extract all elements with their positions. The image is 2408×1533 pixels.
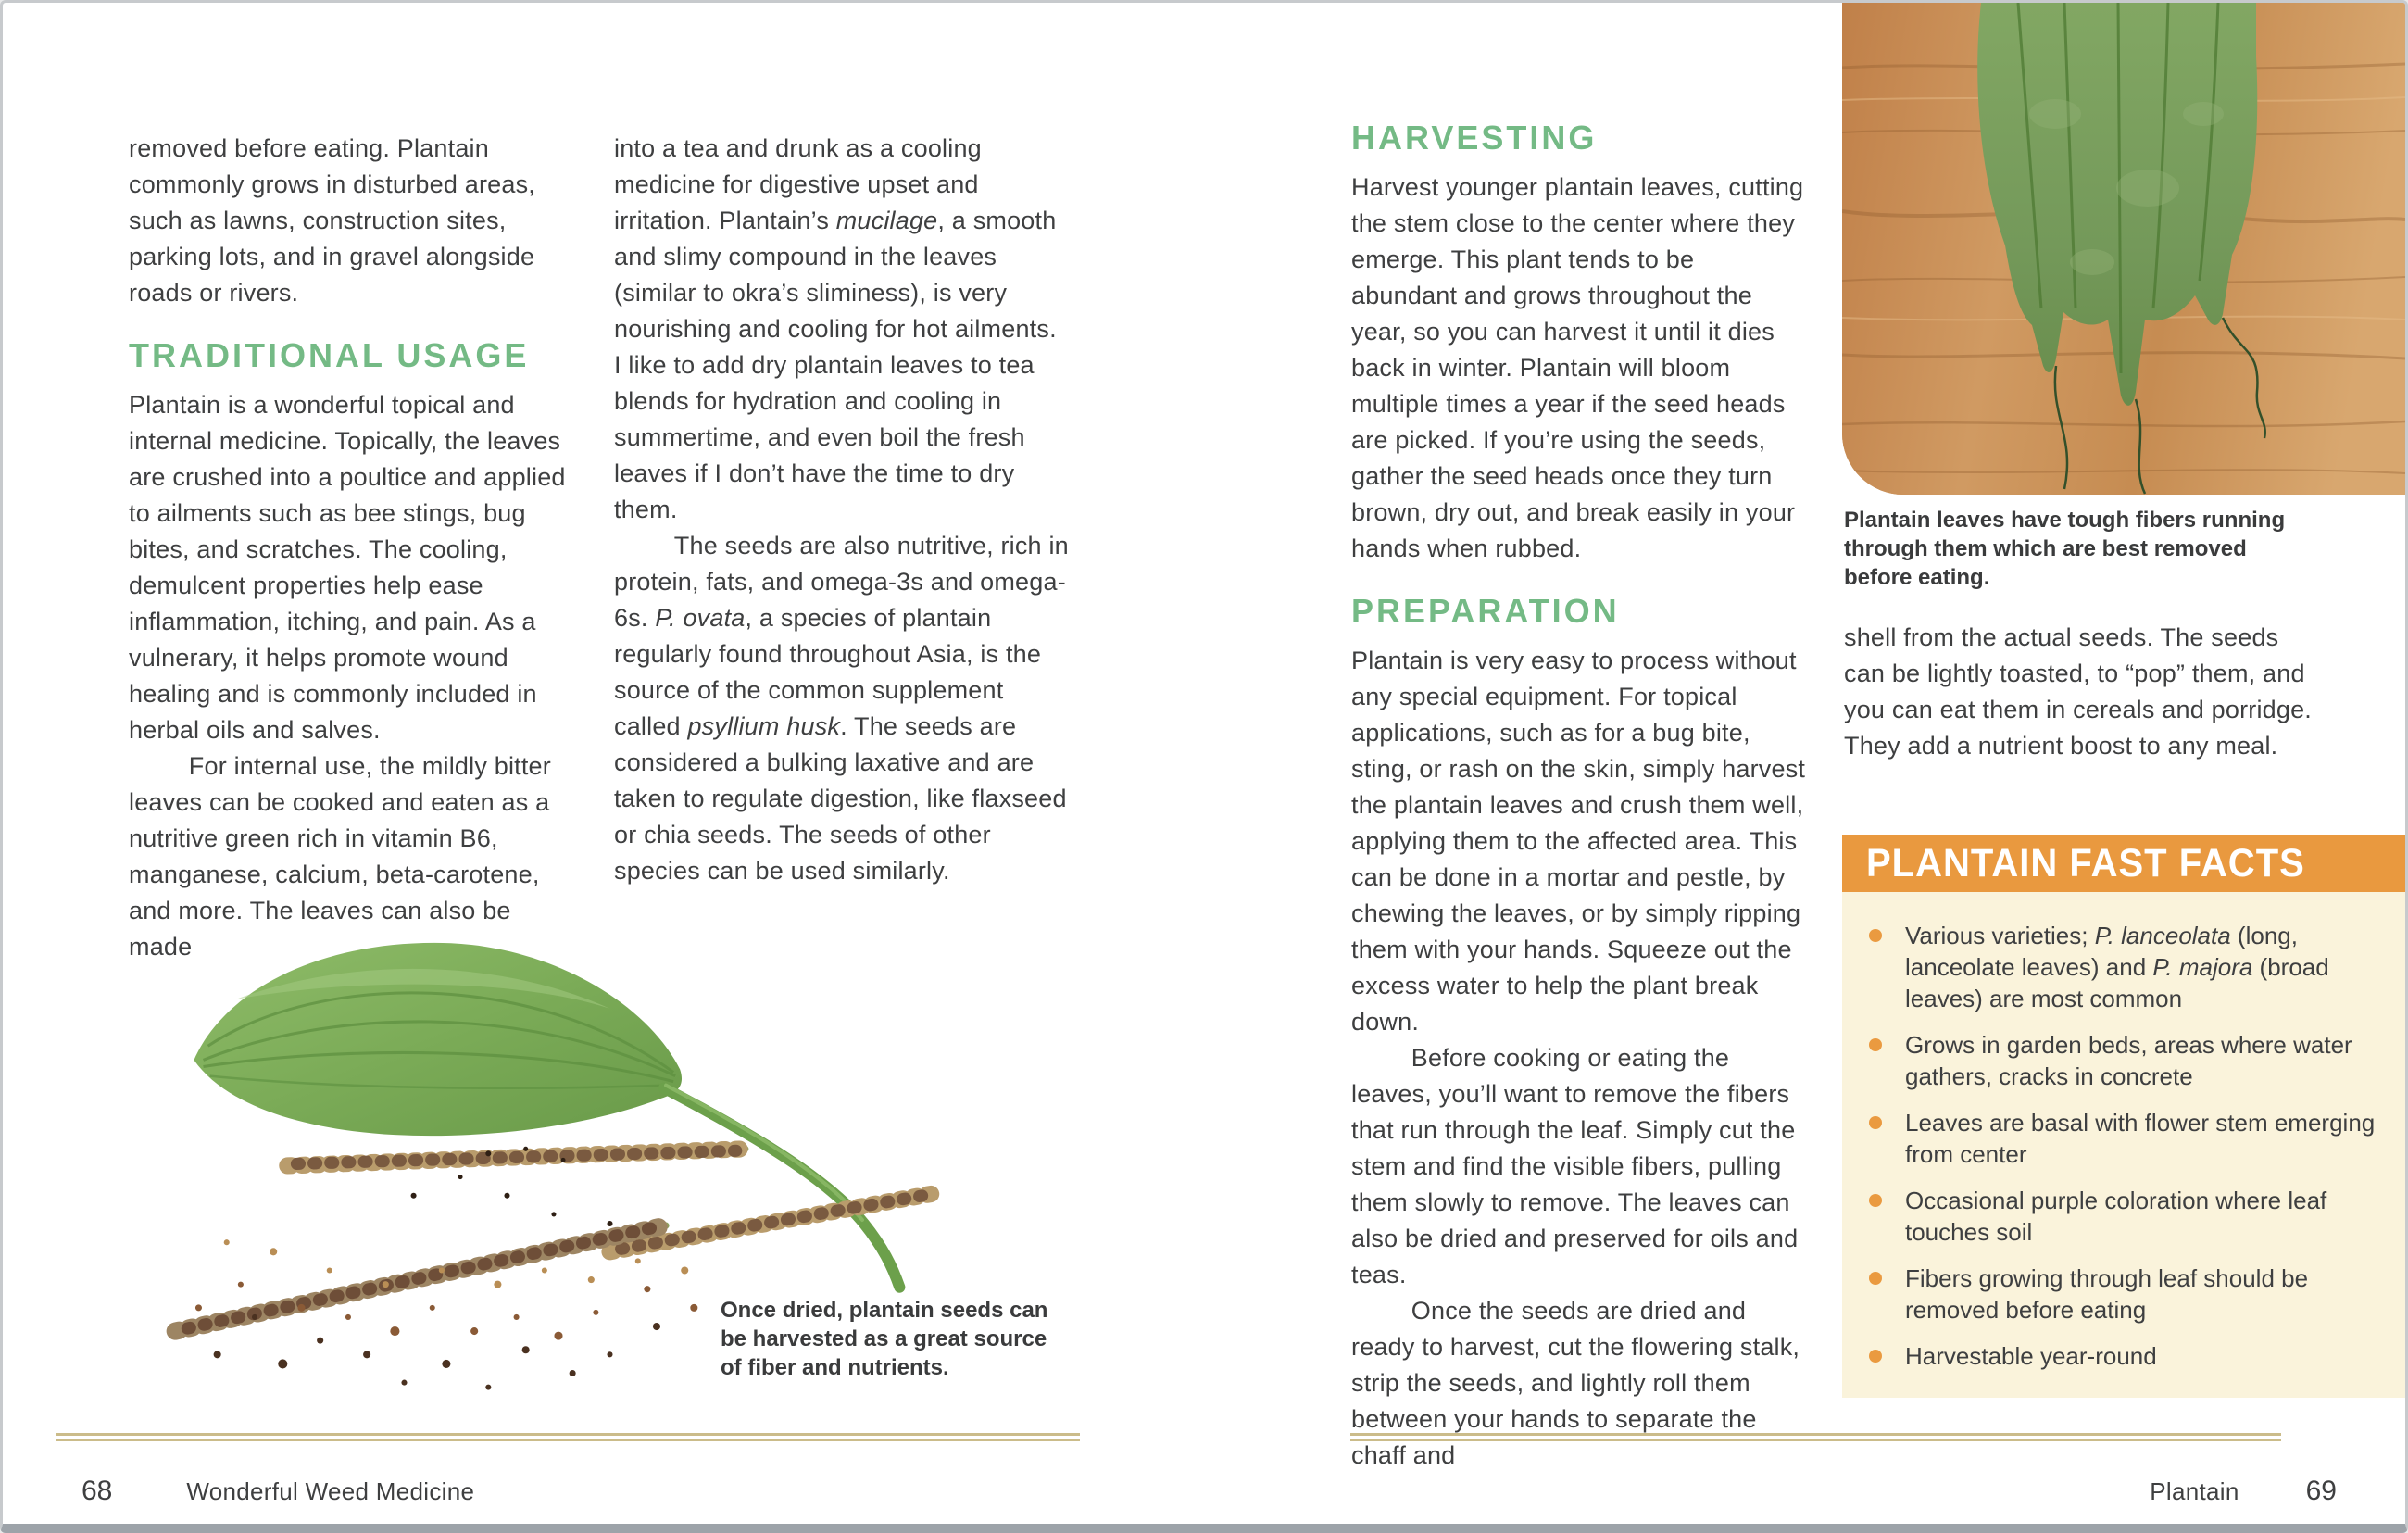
fast-facts-header: [1842, 835, 2405, 892]
fast-facts-title: PLANTAIN FAST FACTS: [1866, 841, 2305, 885]
fact-item: [1862, 1340, 2385, 1372]
fact-item: [1862, 1029, 2385, 1092]
footer-right: [1350, 1476, 2337, 1507]
page-number-right: 69: [2305, 1476, 2337, 1506]
leaf-photo-caption: Plantain leaves have tough fibers running through them which are best removed before eating.: [1844, 508, 2286, 590]
page-number-left: 68: [82, 1476, 113, 1506]
paragraph-harvesting: Harvest younger plantain leaves, cutting the stem close to the center where they emerge. This plant tends to be abundant and grows throughout the year, so you can harvest it until it dies back in winter. Plantain will bloom multiple times a year if the seed heads are picked. If you’re using the seeds, gather the seed heads once they turn brown, dry out, and break easily in your hands when rubbed.: [1351, 173, 1804, 562]
right-page-column-1: [1351, 119, 1807, 1474]
bullet-dot-icon: [1869, 929, 1882, 942]
left-page-column-1: [129, 131, 575, 965]
fact-text: Leaves are basal with flower stem emerging from center: [1905, 1109, 2376, 1168]
paragraph-tea: into a tea and drunk as a cooling medicine for digestive upset and irritation. Plantain’s mucilage, a smooth and slimy compound in the leaves (similar to okra’s sliminess), is very nourishing and cooling for hot ailments. I like to add dry plantain leaves to tea blends for hydration and cooling in summertime, and even boil the fresh leaves if I don’t have the time to dry them.: [614, 134, 1057, 523]
plantain-leaf-photo: [1842, 3, 2405, 495]
heading-harvesting: HARVESTING: [1351, 119, 1598, 157]
footer-left: [82, 1476, 474, 1507]
paragraph-topical: Plantain is a wonderful topical and internal medicine. Topically, the leaves are crushed into a poultice and applied to ailments such as bee stings, bug bites, and scratches. The cooling, demulcent properties help ease inflammation, itching, and pain. As a vulnerary, it helps promote wound healing and is commonly included in herbal oils and salves.: [129, 391, 566, 744]
fast-facts-box: [1842, 835, 2405, 1398]
bullet-dot-icon: [1869, 1116, 1882, 1129]
fact-text: Occasional purple coloration where leaf touches soil: [1905, 1187, 2327, 1246]
fact-item: [1862, 920, 2385, 1014]
bullet-dot-icon: [1869, 1038, 1882, 1051]
fact-item: [1862, 1263, 2385, 1326]
fact-item: [1862, 1185, 2385, 1248]
footer-rule-left: [56, 1433, 1080, 1441]
fast-facts-body: [1842, 892, 2405, 1398]
chapter-title: Plantain: [2150, 1477, 2239, 1505]
seeds-image-caption: Once dried, plantain seeds can be harvested as a great source of fiber and nutrients.: [721, 1298, 1048, 1380]
paragraph-internal-use: For internal use, the mildly bitter leaves can be cooked and eaten as a nutritive green rich in vitamin B6, manganese, calcium, beta-carotene, and more. The leaves can also be made: [129, 752, 551, 961]
paragraph-seeds-nutritive: The seeds are also nutritive, rich in protein, fats, and omega-3s and omega-6s. P. ovata, a species of plantain regularly found throughout Asia, is the source of the common supplement called psyllium husk. The seeds are considered a bulking laxative and are taken to regulate digestion, like flaxseed or chia seeds. The seeds of other species can be used similarly.: [614, 532, 1069, 885]
paragraph-continuation: removed before eating. Plantain commonly grows in disturbed areas, such as lawns, construction sites, parking lots, and in gravel alongside roads or rivers.: [129, 134, 535, 307]
paragraph-preparation-3: Once the seeds are dried and ready to harvest, cut the flowering stalk, strip the seeds, and lightly roll them between your hands to separate the chaff and: [1351, 1297, 1800, 1469]
book-title: Wonderful Weed Medicine: [186, 1477, 475, 1505]
heading-preparation: PREPARATION: [1351, 592, 1620, 630]
paragraph-preparation-1: Plantain is very easy to process without any special equipment. For topical applications, such as for a bug bite, sting, or rash on the skin, simply harvest the plantain leaves and crush them well, applying them to the affected area. This can be done in a mortar and pestle, by chewing the leaves, or by simply ripping them with your hands. Squeeze out the excess water to help the plant break down.: [1351, 647, 1806, 1036]
fact-text: Harvestable year-round: [1905, 1342, 2157, 1370]
fact-text: Various varieties; P. lanceolata (long, lanceolate leaves) and P. majora (broad leaves) are most common: [1905, 922, 2329, 1012]
bullet-dot-icon: [1869, 1272, 1882, 1285]
right-page-column-2: [1844, 620, 2312, 764]
fact-text: Grows in garden beds, areas where water gathers, cracks in concrete: [1905, 1031, 2352, 1090]
heading-traditional-usage: TRADITIONAL USAGE: [129, 336, 530, 374]
fact-item: [1862, 1107, 2385, 1170]
fast-facts-list: [1862, 920, 2385, 1372]
fact-text: Fibers growing through leaf should be removed before eating: [1905, 1264, 2309, 1324]
plantain-leaf-on-wood: [1842, 3, 2405, 495]
paragraph-seeds-shell: shell from the actual seeds. The seeds can be lightly toasted, to “pop” them, and you can eat them in cereals and porridge. They add a nutrient boost to any meal.: [1844, 623, 2312, 760]
bullet-dot-icon: [1869, 1194, 1882, 1207]
bullet-dot-icon: [1869, 1350, 1882, 1363]
paragraph-preparation-2: Before cooking or eating the leaves, you’ll want to remove the fibers that run through the leaf. Simply cut the stem and find the visible fibers, pulling them slowly to remove. The leaves can also be dried and preserved for oils and teas.: [1351, 1044, 1799, 1288]
footer-rule-right: [1350, 1433, 2281, 1441]
left-page-column-2: [614, 131, 1070, 889]
